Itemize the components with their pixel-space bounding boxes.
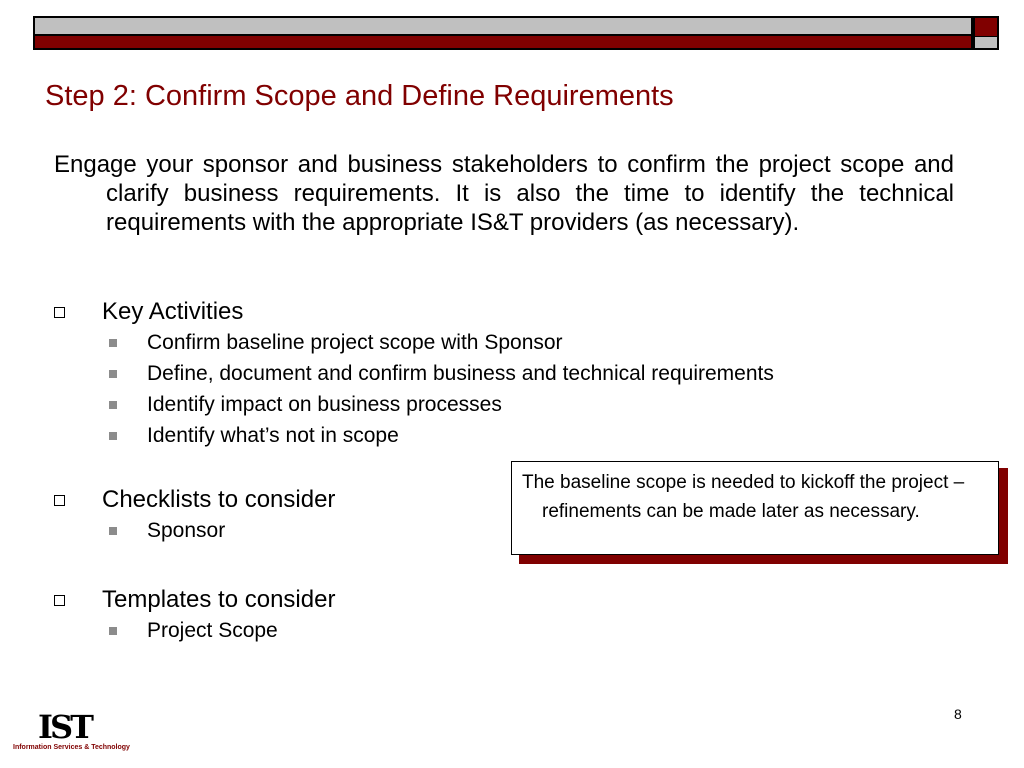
hollow-square-bullet-icon [54, 595, 65, 606]
list-item-text: Identify impact on business processes [147, 392, 502, 416]
square-bullet-icon [109, 432, 117, 440]
square-bullet-icon [109, 339, 117, 347]
section-templates [54, 585, 335, 646]
header-bar-gray [33, 16, 973, 36]
section-key-activities [54, 297, 774, 451]
hollow-square-bullet-icon [54, 495, 65, 506]
slide-title: Step 2: Confirm Scope and Define Requirements [45, 80, 674, 112]
header-square-gray [973, 37, 999, 50]
list-item-text: Confirm baseline project scope with Sponsor [147, 330, 563, 354]
section-heading: Key Activities [102, 298, 244, 325]
header-bar-red [33, 36, 973, 50]
list-item [109, 327, 774, 358]
square-bullet-icon [109, 527, 117, 535]
list-item [109, 358, 774, 389]
list-item [109, 420, 774, 451]
section-checklists [54, 485, 335, 546]
section-heading: Templates to consider [102, 586, 336, 613]
section-heading-row [54, 585, 335, 615]
square-bullet-icon [109, 627, 117, 635]
header-square-red [973, 16, 999, 38]
logo-text: Information Services & Technology [13, 744, 130, 751]
callout-box [511, 461, 999, 555]
list-item-text: Project Scope [147, 618, 278, 642]
intro-paragraph: Engage your sponsor and business stakeholders to confirm the project scope and clarify business requirements. It is also the time to identify the technical requirements with the appropriate IS&T providers (as necessary). [54, 151, 954, 236]
list-item [109, 515, 335, 546]
list-item [109, 389, 774, 420]
square-bullet-icon [109, 401, 117, 409]
list-item [109, 615, 335, 646]
section-heading-row [54, 297, 774, 327]
list-item-text: Define, document and confirm business and technical requirements [147, 361, 774, 385]
square-bullet-icon [109, 370, 117, 378]
section-heading: Checklists to consider [102, 486, 336, 513]
logo-mark: IST [38, 708, 91, 746]
ist-logo [13, 708, 130, 751]
section-heading-row [54, 485, 335, 515]
page-number: 8 [954, 706, 962, 722]
list-item-text: Identify what’s not in scope [147, 423, 399, 447]
callout-text: The baseline scope is needed to kickoff the project – refinements can be made later as necessary. [522, 472, 965, 522]
list-item-text: Sponsor [147, 518, 226, 542]
hollow-square-bullet-icon [54, 307, 65, 318]
